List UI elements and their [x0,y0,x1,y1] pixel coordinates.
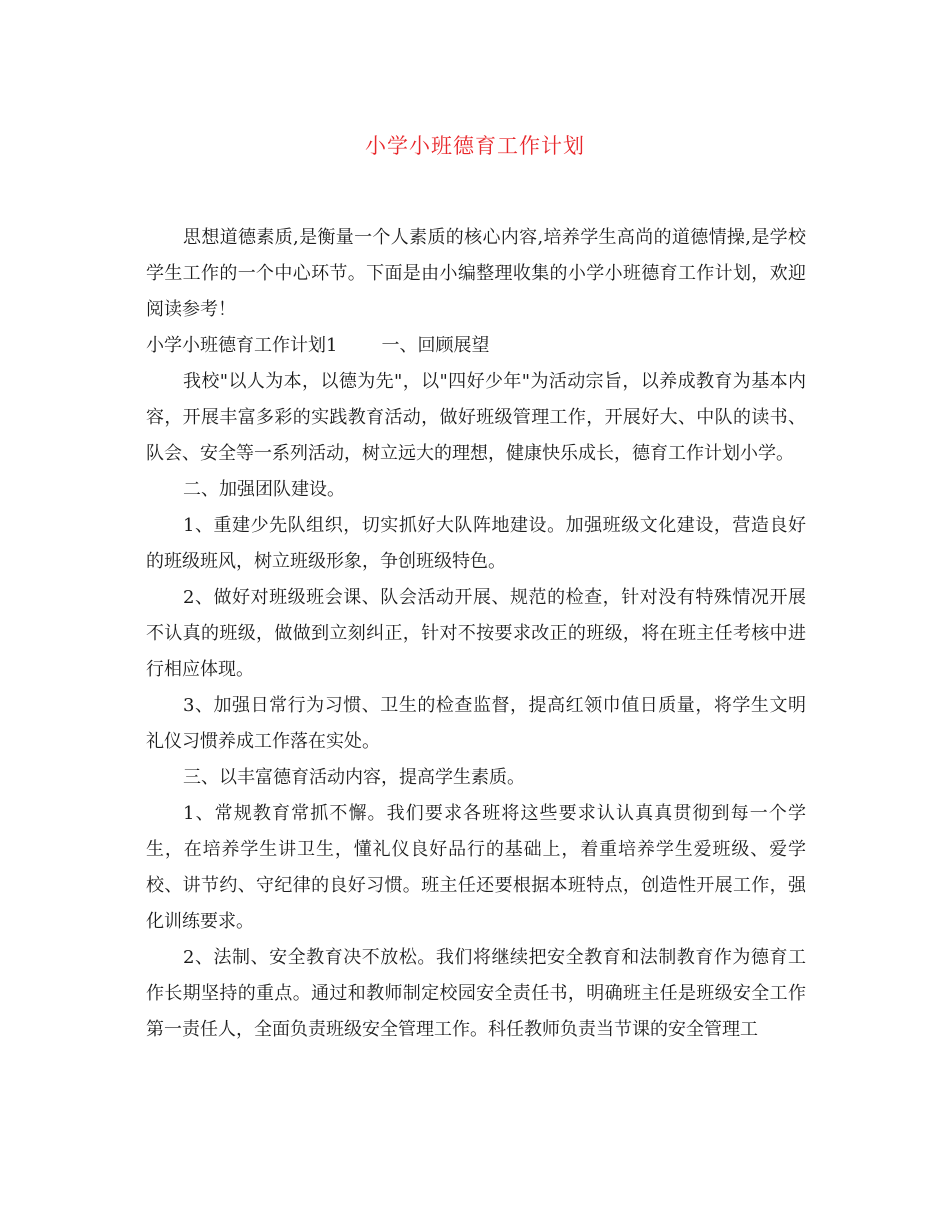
paragraph-2-2: 2、做好对班级班会课、队会活动开展、规范的检查，针对没有特殊情况开展不认真的班级，做做到立刻纠正，针对不按要求改正的班级，将在班主任考核中进行相应体现。 [146,587,806,680]
intro-paragraph: 思想道德素质,是衡量一个人素质的核心内容,培养学生高尚的道德情操,是学校学生工作的一个中心环节。下面是由小编整理收集的小学小班德育工作计划，欢迎阅读参考！ [146,227,806,320]
paragraph-2-3: 3、加强日常行为习惯、卫生的检查监督，提高红领巾值日质量，将学生文明礼仪习惯养成工作落在实处。 [146,695,806,752]
section3-heading: 三、以丰富德育活动内容，提高学生素质。 [183,767,525,788]
plan-heading-line [146,328,806,364]
section1-heading: 一、回顾展望 [381,335,490,356]
paragraph-3-1: 1、常规教育常抓不懈。我们要求各班将这些要求认认真真贯彻到每一个学生，在培养学生讲卫生，懂礼仪良好品行的基础上，着重培养学生爱班级、爱学校、讲节约、守纪律的良好习惯。班主任还要根据本班特点，创造性开展工作，强化训练要求。 [146,803,806,932]
paragraph-3-2: 2、法制、安全教育决不放松。我们将继续把安全教育和法制教育作为德育工作长期坚持的重点。通过和教师制定校园安全责任书，明确班主任是班级安全工作第一责任人，全面负责班级安全管理工作。科任教师负责当节课的安全管理工 [146,947,806,1040]
paragraph-2-1: 1、重建少先队组织，切实抓好大队阵地建设。加强班级文化建设，营造良好的班级班风，树立班级形象，争创班级特色。 [146,515,806,572]
section2-heading: 二、加强团队建设。 [183,479,345,500]
document-body [146,220,806,1048]
paragraph-school-motto: 我校"以人为本，以德为先"，以"四好少年"为活动宗旨，以养成教育为基本内容，开展丰富多彩的实践教育活动，做好班级管理工作，开展好大、中队的读书、队会、安全等一系列活动，树立远大的理想，健康快乐成长，德育工作计划小学。 [146,371,806,464]
document-title: 小学小班德育工作计划 [365,134,585,158]
plan-heading: 小学小班德育工作计划1 [146,335,338,356]
